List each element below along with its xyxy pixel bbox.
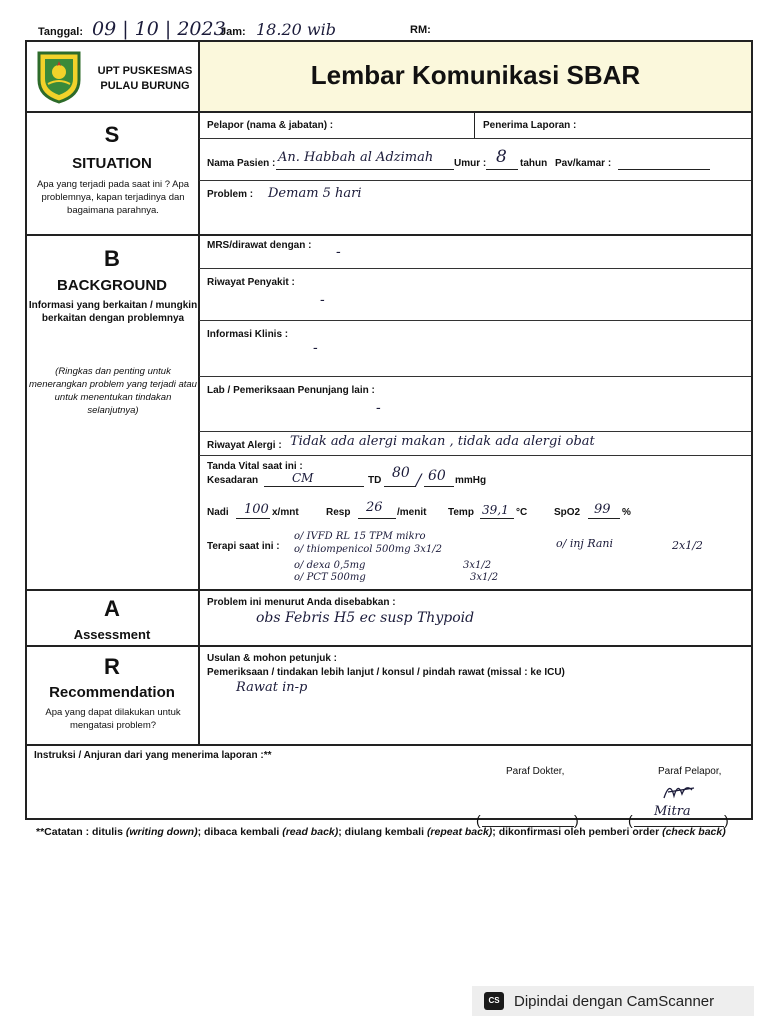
mmhg-unit: mmHg <box>455 475 487 486</box>
terapi-line-2: o/ thiompenicol 500mg 3x1/2 <box>294 544 442 555</box>
pelapor-signature <box>660 778 700 806</box>
assessment-value: obs Febris H5 ec susp Thypoid <box>256 610 475 626</box>
nadi-unit: x/mnt <box>272 507 299 518</box>
camscanner-text: Dipindai dengan CamScanner <box>514 992 715 1010</box>
row-line-lab <box>199 431 751 432</box>
assessment-title: Assessment <box>73 627 151 642</box>
pelapor-label: Pelapor (nama & jabatan) : <box>207 120 334 131</box>
catatan-prefix: **Catatan : ditulis <box>36 826 126 838</box>
camscanner-icon: CS <box>484 992 504 1010</box>
temp-unit: °C <box>516 507 528 518</box>
td-systolic-value: 80 <box>392 465 410 481</box>
row-line-alergi <box>199 455 751 456</box>
pelapor-divider <box>474 112 475 138</box>
problem-label: Problem : <box>207 189 254 200</box>
paraf-dokter-label: Paraf Dokter, <box>506 766 565 777</box>
catatan-check-back: (check back) <box>662 826 726 838</box>
institution-name <box>90 64 200 94</box>
paraf-pelapor-paren-open: ( <box>628 812 633 828</box>
td-label: TD <box>368 475 382 486</box>
recommendation-description: Apa yang dapat dilakukan untuk mengatasi problem? <box>45 707 181 731</box>
recommendation-title: Recommendation <box>49 684 175 701</box>
pemeriksaan-label: Pemeriksaan / tindakan lebih lanjut / konsul / pindah rawat (missal : ke ICU) <box>207 667 565 678</box>
catatan-mid3: ; dikonfirmasi oleh pemberi order <box>492 826 663 838</box>
nadi-label: Nadi <box>207 507 229 518</box>
background-description: Informasi yang berkaitan / mungkin berkaitan dengan problemnya <box>28 300 198 324</box>
situation-description: Apa yang terjadi pada saat ini ? Apa problemnya, kapan terjadinya dan bagaimana parahnya. <box>36 179 190 216</box>
riwayat-penyakit-label: Riwayat Penyakit : <box>207 277 295 288</box>
divider-r <box>25 744 753 746</box>
catatan-repeat-back: (repeat back) <box>426 826 493 838</box>
td-slash: / <box>416 470 422 489</box>
paraf-dokter-paren-open: ( <box>476 812 481 828</box>
kesadaran-underline <box>264 486 364 487</box>
situation-letter: S <box>104 122 120 147</box>
umur-underline <box>486 169 518 170</box>
kesadaran-label: Kesadaran <box>207 475 259 486</box>
spo2-label: SpO2 <box>554 507 581 518</box>
catatan-mid2: ; diulang kembali <box>338 826 427 838</box>
umur-label: Umur : <box>454 158 487 169</box>
divider-s <box>25 234 753 236</box>
riwayat-alergi-value: Tidak ada alergi makan , tidak ada alergi obat <box>290 434 595 449</box>
kesadaran-value: CM <box>292 471 314 485</box>
instruksi-label: Instruksi / Anjuran dari yang menerima laporan :** <box>34 750 272 761</box>
background-note: (Ringkas dan penting untuk menerangkan problem yang terjadi atau untuk menentukan tindakan selanjutnya) <box>29 366 197 416</box>
background-title: BACKGROUND <box>57 277 167 294</box>
divider-title <box>25 111 753 113</box>
resp-value: 26 <box>366 500 383 515</box>
divider-b <box>25 589 753 591</box>
terapi-label: Terapi saat ini : <box>207 541 280 552</box>
usulan-label: Usulan & mohon petunjuk : <box>207 653 337 664</box>
camscanner-badge <box>472 986 754 1016</box>
situation-title: SITUATION <box>72 155 152 172</box>
informasi-klinis-label: Informasi Klinis : <box>207 329 289 340</box>
riwayat-alergi-label: Riwayat Alergi : <box>207 440 282 451</box>
nadi-value: 100 <box>244 502 269 517</box>
lab-value: - <box>376 400 381 416</box>
problem-value: Demam 5 hari <box>268 186 362 201</box>
td-diastolic-value: 60 <box>428 468 446 484</box>
terapi-dose-4: 3x1/2 <box>470 572 499 583</box>
institution-line2: PULAU BURUNG <box>100 80 190 92</box>
paraf-pelapor-label: Paraf Pelapor, <box>658 766 722 777</box>
catatan-note <box>36 826 726 838</box>
paraf-dokter-paren-close: ) <box>574 812 579 828</box>
catatan-writing-down: (writing down) <box>125 826 198 838</box>
nama-pasien-underline <box>276 169 454 170</box>
spo2-value: 99 <box>594 502 611 517</box>
umur-value: 8 <box>496 147 507 167</box>
catatan-read-back: (read back) <box>282 826 339 838</box>
tahun-label: tahun <box>520 158 548 169</box>
resp-underline <box>358 518 396 519</box>
riwayat-penyakit-value: - <box>320 292 325 308</box>
pav-kamar-underline <box>618 169 710 170</box>
catatan-mid1: ; dibaca kembali <box>197 826 283 838</box>
td-systolic-underline <box>384 486 416 487</box>
terapi-line-3: o/ dexa 0,5mg <box>294 560 366 571</box>
temp-underline <box>480 518 514 519</box>
mrs-value: - <box>336 244 341 260</box>
institution-line1: UPT PUSKESMAS <box>97 65 193 77</box>
background-letter: B <box>104 246 120 271</box>
temp-value: 39,1 <box>482 503 509 517</box>
tanda-vital-label: Tanda Vital saat ini : <box>207 461 303 472</box>
pav-kamar-label: Pav/kamar : <box>555 158 612 169</box>
mrs-label: MRS/dirawat dengan : <box>207 240 312 251</box>
informasi-klinis-value: - <box>313 340 318 356</box>
nama-pasien-value: An. Habbah al Adzimah <box>278 150 434 165</box>
assessment-letter: A <box>104 596 120 621</box>
recommendation-value: Rawat in-p <box>236 680 308 695</box>
rm-label: RM: <box>410 24 431 36</box>
row-line-mrs <box>199 268 751 269</box>
spo2-unit: % <box>622 507 631 518</box>
nama-pasien-label: Nama Pasien : <box>207 158 276 169</box>
terapi-right: o/ inj Rani <box>556 537 614 550</box>
lab-label: Lab / Pemeriksaan Penunjang lain : <box>207 385 375 396</box>
assessment-prompt: Problem ini menurut Anda disebabkan : <box>207 597 396 608</box>
tanggal-label: Tanggal: <box>38 26 84 38</box>
row-line-pasien <box>199 180 751 181</box>
td-diastolic-underline <box>424 486 454 487</box>
paraf-pelapor-paren-close: ) <box>724 812 729 828</box>
nadi-underline <box>236 518 270 519</box>
resp-unit: /menit <box>397 507 427 518</box>
spo2-underline <box>588 518 620 519</box>
row-line-riwayat <box>199 320 751 321</box>
terapi-line-4: o/ PCT 500mg <box>294 572 366 583</box>
tanggal-value: 09 | 10 | 2023 <box>92 18 226 40</box>
jam-label: Jam: <box>220 26 246 38</box>
row-line-pelapor <box>199 138 751 139</box>
terapi-line-1: o/ IVFD RL 15 TPM mikro <box>294 531 426 542</box>
divider-a <box>25 645 753 647</box>
penerima-label: Penerima Laporan : <box>483 120 577 131</box>
terapi-dose-3: 3x1/2 <box>463 560 492 571</box>
jam-value: 18.20 wib <box>256 20 336 39</box>
puskesmas-logo <box>36 50 82 104</box>
row-line-klinis <box>199 376 751 377</box>
terapi-right-dose: 2x1/2 <box>672 539 703 552</box>
recommendation-letter: R <box>104 654 120 679</box>
signature-name: Mitra <box>654 804 691 819</box>
form-title: Lembar Komunikasi SBAR <box>310 60 641 90</box>
temp-label: Temp <box>448 507 474 518</box>
resp-label: Resp <box>326 507 351 518</box>
